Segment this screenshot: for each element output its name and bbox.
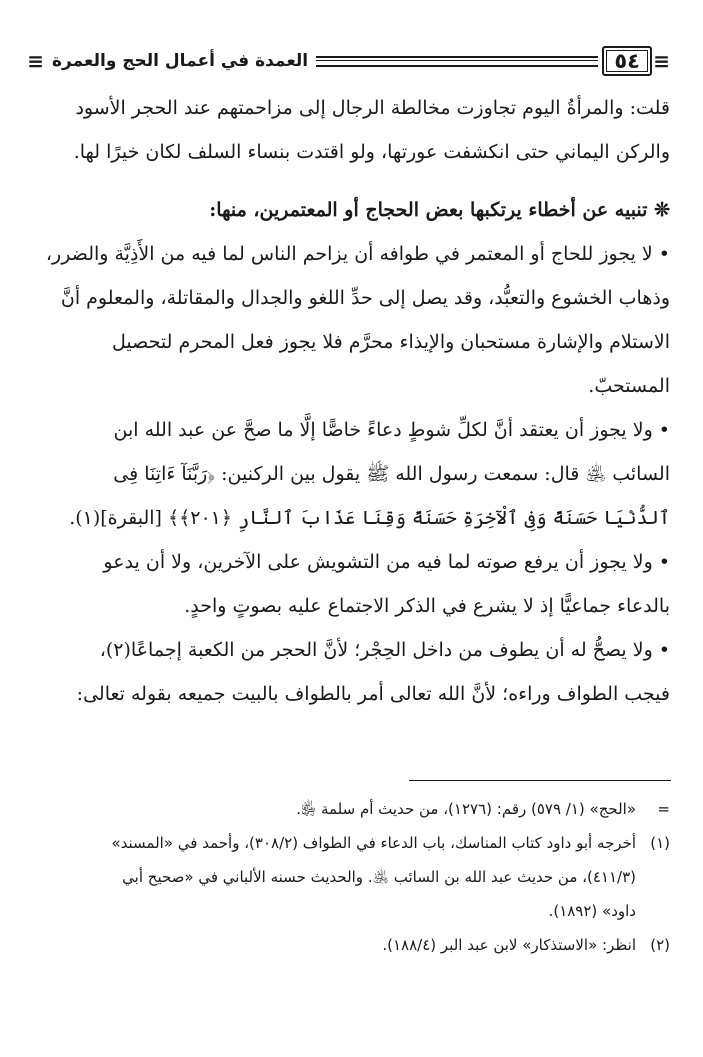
section-heading: ❊ تنبيه عن أخطاء يرتكبها بعض الحجاج أو المعتمرين، منها: <box>209 199 670 221</box>
footnote-cont-marker: = <box>657 800 670 818</box>
footnote-text: (٤١١/٣)، من حديث عبد الله بن السائب ﵁. والحديث حسنه الألباني في «صحيح أبي <box>122 868 636 886</box>
text-line: • ولا يصحُّ له أن يطوف من داخل الحِجْر؛ لأنَّ الحجر من الكعبة إجماعًا(٢)، <box>99 639 670 661</box>
text-line: • ولا يجوز أن يرفع صوته لما فيه من التشويش على الآخرين، ولا أن يدعو <box>103 551 670 573</box>
header-rule <box>316 56 598 67</box>
text-line: السائب ﵁ قال: سمعت رسول الله ﷺ يقول بين الركنين: ﴿رَبَّنَآ ءَاتِنَا فِى <box>113 463 670 485</box>
page-number: ٥٤ <box>602 46 652 76</box>
footnote-number: (١) <box>650 834 670 852</box>
footnote-separator <box>409 780 671 781</box>
text-line: فيجب الطواف وراءه؛ لأنَّ الله تعالى أمر بالطواف بالبيت جميعه بقوله تعالى: <box>76 683 670 705</box>
footnote-2 <box>32 928 670 962</box>
quran-verse-line: ٱلدُّنْيَا حَسَنَةً وَفِى ٱلْآخِرَةِ حَسَنَةً وَقِنَا عَذَابَ ٱلنَّارِ ﴿٢٠١﴾﴾ [البقرة](١). <box>69 507 670 529</box>
footnote-number: (٢) <box>650 936 670 954</box>
text-line: قلت: والمرأةُ اليوم تجاوزت مخالطة الرجال إلى مزاحمتهم عند الحجر الأسود <box>75 97 670 119</box>
footnote-text: أخرجه أبو داود كتاب المناسك، باب الدعاء في الطواف (٣٠٨/٢)، وأحمد في «المسند» <box>111 834 636 852</box>
footnotes <box>32 792 670 962</box>
text-line: • لا يجوز للحاج أو المعتمر في طوافه أن يزاحم الناس لما فيه من الأَذِيَّة والضرر، <box>45 243 670 265</box>
text-line: • ولا يجوز أن يعتقد أنَّ لكلِّ شوطٍ دعاءً خاصًّا إلَّا ما صحَّ عن عبد الله ابن <box>113 419 670 441</box>
footnote-text: انظر: «الاستذكار» لابن عبد البر (١٨٨/٤). <box>382 936 636 954</box>
text-line: الاستلام والإشارة مستحبان والإيذاء محرَّم فلا يجوز فعل المحرم لتحصيل <box>112 331 670 353</box>
footnote-text: «الحج» (١/ ٥٧٩) رقم: (١٢٧٦)، من حديث أم سلمة ﵂. <box>296 800 636 818</box>
header-mark-right: ≡ <box>653 49 670 73</box>
running-header <box>27 44 670 78</box>
footnote-1 <box>32 826 670 860</box>
text-line: بالدعاء جماعيًّا إذ لا يشرع في الذكر الاجتماع عليه بصوتٍ واحدٍ. <box>184 595 670 617</box>
main-text <box>32 86 670 716</box>
footnote-text: داود» (١٨٩٢). <box>548 902 636 920</box>
text-line: وذهاب الخشوع والتعبُّد، وقد يصل إلى حدِّ اللغو والجدال والمقاتلة، والمعلوم أنَّ <box>60 287 670 309</box>
header-title: العمدة في أعمال الحج والعمرة <box>52 51 309 71</box>
header-mark-left: ≡ <box>27 49 44 73</box>
text-line: المستحبّ. <box>588 375 670 397</box>
text-line: والركن اليماني حتى انكشفت عورتها، ولو اقتدت بنساء السلف لكان خيرًا لها. <box>73 141 670 163</box>
footnote-continuation <box>32 792 670 826</box>
